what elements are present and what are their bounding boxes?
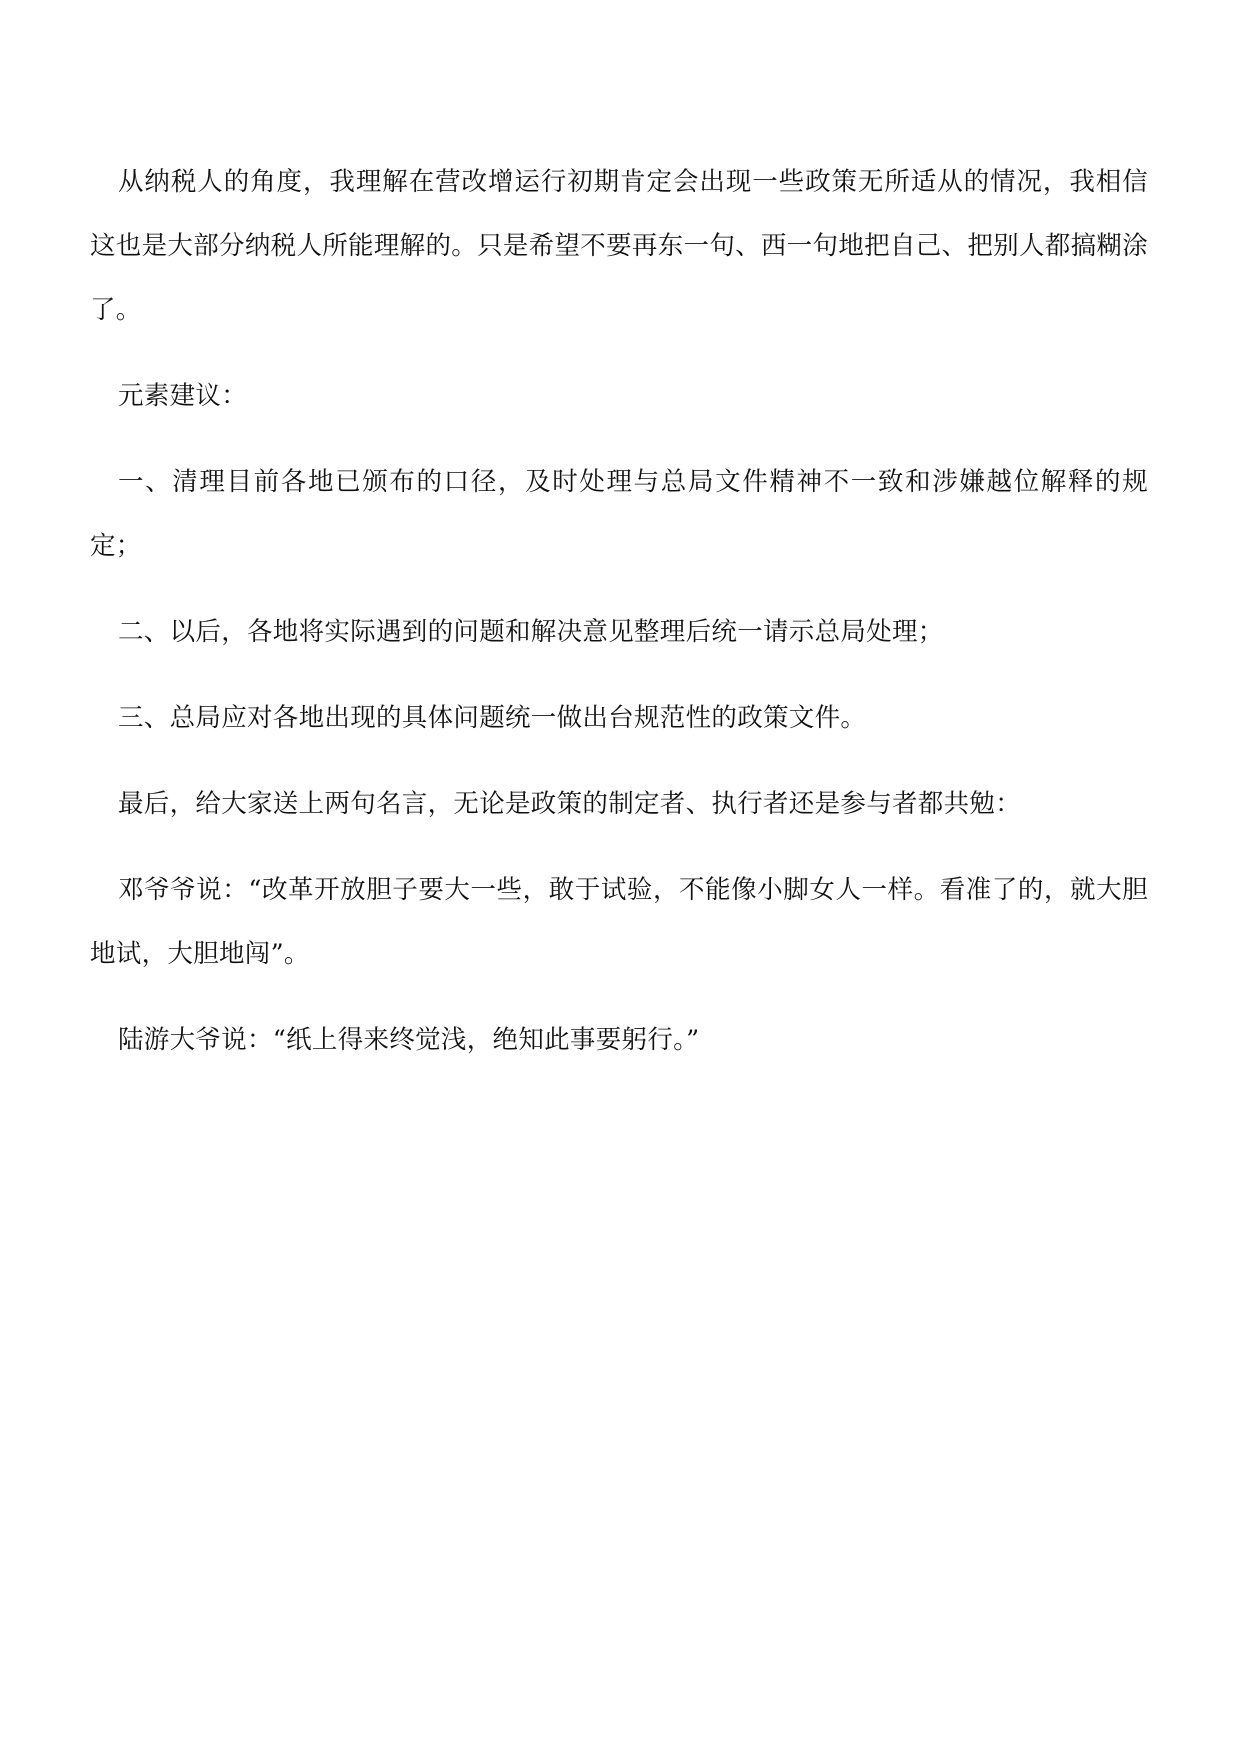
paragraph-quote-deng: 邓爷爷说：“改革开放胆子要大一些，敢于试验，不能像小脚女人一样。看准了的，就大胆地试，大胆地闯”。 bbox=[90, 875, 1148, 969]
paragraph-suggestion-three: 三、总局应对各地出现的具体问题统一做出台规范性的政策文件。 bbox=[118, 703, 867, 733]
paragraph-quote-luyou: 陆游大爷说：“纸上得来终觉浅，绝知此事要躬行。” bbox=[118, 1025, 700, 1055]
paragraph-closing: 最后，给大家送上两句名言，无论是政策的制定者、执行者还是参与者都共勉： bbox=[118, 789, 1022, 819]
paragraph-suggestions-heading: 元素建议： bbox=[118, 381, 248, 411]
paragraph-suggestion-two: 二、以后，各地将实际遇到的问题和解决意见整理后统一请示总局处理； bbox=[118, 617, 944, 647]
paragraph-suggestion-one: 一、清理目前各地已颁布的口径，及时处理与总局文件精神不一致和涉嫌越位解释的规定； bbox=[90, 467, 1148, 561]
document-body bbox=[90, 150, 1148, 1094]
paragraph-taxpayer-perspective: 从纳税人的角度，我理解在营改增运行初期肯定会出现一些政策无所适从的情况，我相信这也是大部分纳税人所能理解的。只是希望不要再东一句、西一句地把自己、把别人都搞糊涂了。 bbox=[90, 167, 1148, 325]
